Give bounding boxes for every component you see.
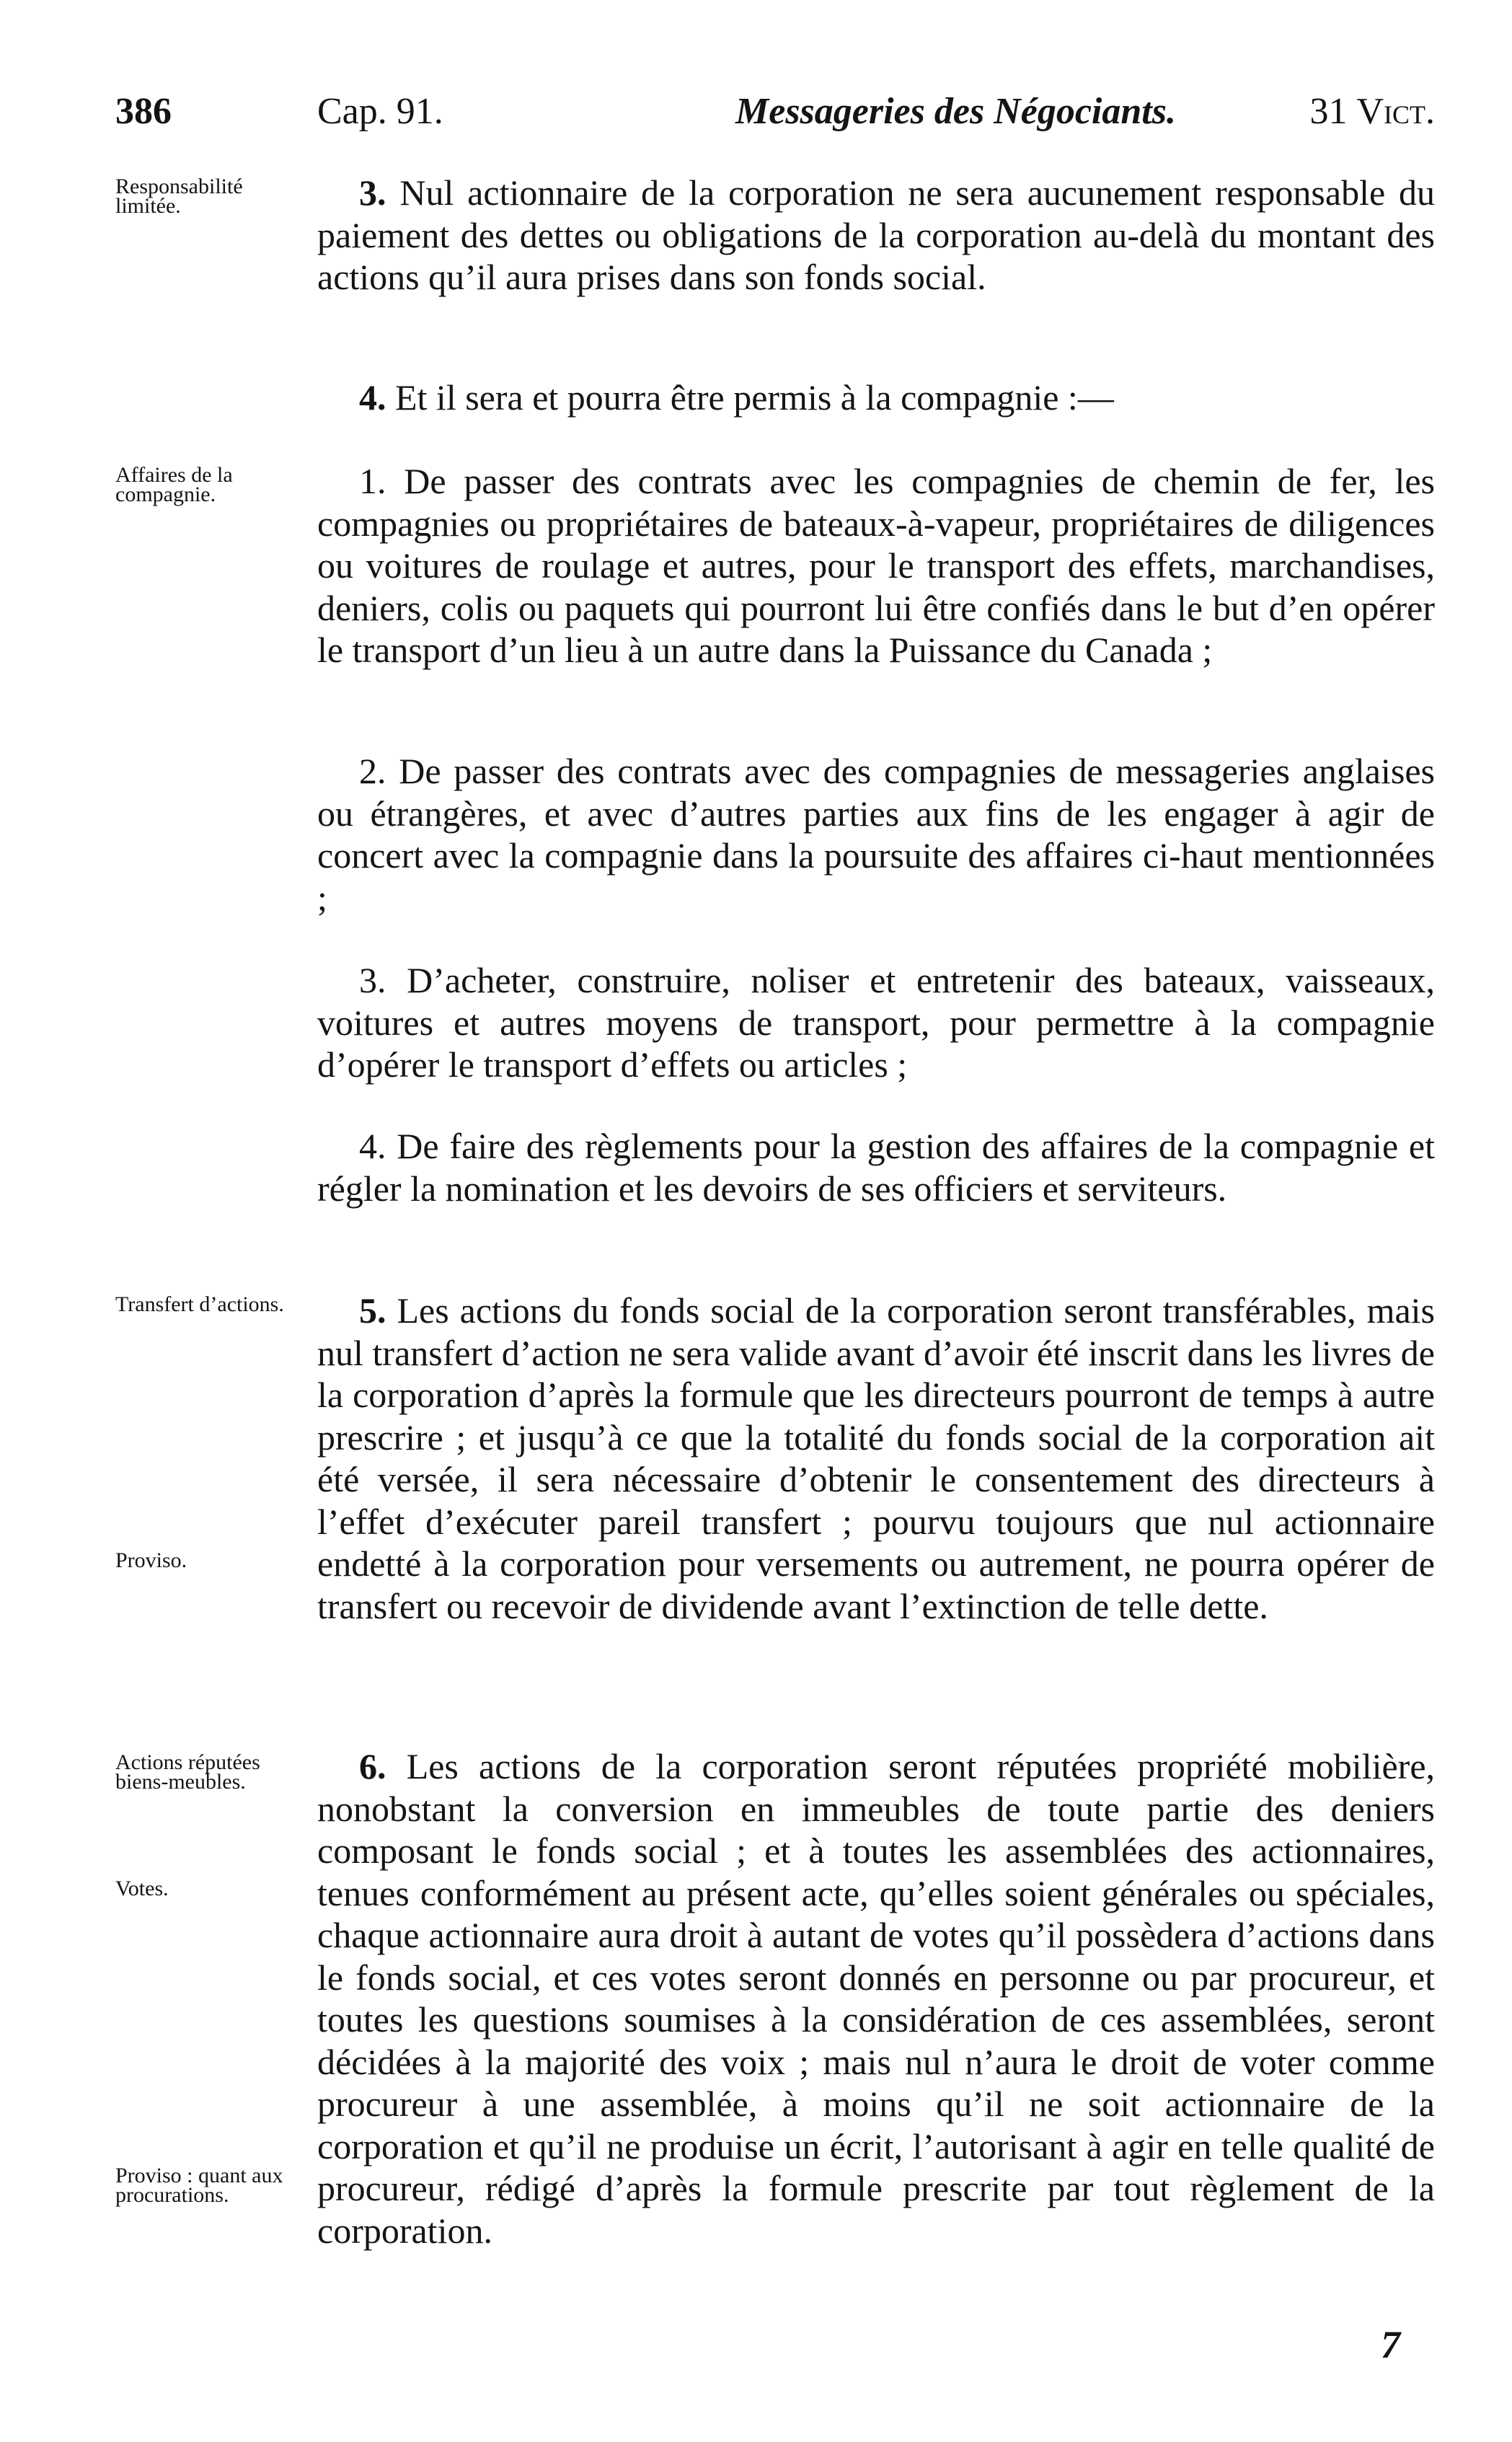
margin-note-votes: Votes. — [115, 1877, 169, 1900]
section-number: 3. — [359, 172, 386, 213]
section-4-item-3 — [317, 959, 1435, 1086]
signature-mark: 7 — [1381, 2323, 1400, 2366]
item-number: 2. — [359, 751, 386, 791]
section-3 — [317, 172, 1435, 299]
section-text: Les actions de la corporation seront réputées propriété mobilière, nonobstant la conversion en immeubles de toute partie des deniers composant le fonds social ; et à toutes les assemblées des actionnaires, tenues conformément au présent acte, qu’elles soient générales ou spéciales, chaque actionnaire aura droit à autant de votes qu’il possèdera d’actions dans le fonds social, et ces votes seront donnés en personne ou par procureur, et toutes les questions soumises à la considération de ces assemblées, seront décidées à la majorité des voix ; mais nul n’aura le droit de voter comme procureur à une assemblée, à moins qu’il ne soit actionnaire de la corporation et qu’il ne produise un écrit, l’autorisant à agir en telle qualité de procureur, rédigé d’après la formule prescrite par tout règlement de la corporation. — [317, 1746, 1436, 2251]
section-4-item-2 — [317, 750, 1435, 919]
item-number: 1. — [359, 461, 386, 501]
section-number: 5. — [359, 1290, 386, 1331]
running-header — [115, 87, 1435, 137]
section-5 — [317, 1290, 1435, 1627]
margin-note-responsabilite: Responsabilité limitée. — [115, 175, 243, 218]
margin-note-actions-reputees: Actions réputées biens-meubles. — [115, 1750, 260, 1794]
margin-note-proviso: Proviso. — [115, 1548, 187, 1572]
chapter-reference: Cap. 91. — [317, 91, 443, 132]
item-text: De passer des contrats avec les compagnies de chemin de fer, les compagnies ou propriétaires de bateaux-à-vapeur, propriétaires de diligences ou voitures de roulage et autres, pour le transport des effets, marchandises, deniers, colis ou paquets qui pourront lui être confiés dans le but d’en opérer le transport d’un lieu à un autre dans la Puissance du Canada ; — [317, 461, 1436, 670]
item-number: 4. — [359, 1126, 386, 1166]
section-number: 4. — [359, 377, 386, 418]
item-text: D’acheter, construire, noliser et entretenir des bateaux, vaisseaux, voitures et autres moyens de transport, pour permettre à la compagnie d’opérer le transport d’effets ou articles ; — [317, 960, 1435, 1085]
item-text: De passer des contrats avec des compagnies de messageries anglaises ou étrangères, et avec d’autres parties aux fins de les engager à agir de concert avec la compagnie dans la poursuite des affaires ci-haut mentionnées ; — [317, 751, 1436, 918]
item-text: De faire des règlements pour la gestion des affaires de la compagnie et régler la nomination et les devoirs de ses officiers et serviteurs. — [317, 1126, 1436, 1209]
section-text: Et il sera et pourra être permis à la compagnie :— — [395, 377, 1114, 418]
regnal-year-number: 31 — [1309, 91, 1348, 132]
regnal-year — [1309, 87, 1435, 137]
margin-note-transfert: Transfert d’actions. — [115, 1292, 284, 1316]
section-4-item-4 — [317, 1125, 1435, 1209]
section-6 — [317, 1745, 1435, 2252]
margin-note-affaires: Affaires de la compagnie. — [115, 463, 233, 506]
section-4-item-1 — [317, 460, 1435, 671]
margin-note-proviso-procurations: Proviso : quant aux procurations. — [115, 2164, 283, 2207]
section-text: Les actions du fonds social de la corporation seront transférables, mais nul transfert d’action ne sera valide avant d’avoir été inscrit dans les livres de la corporation d’après la formule que les directeurs pourront de temps à autre prescrire ; et jusqu’à ce que la totalité du fonds social de la corporation ait été versée, il sera nécessaire d’obtenir le consentement des directeurs à l’effet d’exécuter pareil transfert ; pourvu toujours que nul actionnaire endetté à la corporation pour versements ou autrement, ne pourra opérer de transfert ou recevoir de dividende avant l’extinction de telle dette. — [317, 1290, 1435, 1626]
page-number: 386 — [115, 91, 172, 132]
act-title: Messageries des Négociants. — [735, 91, 1176, 132]
section-4 — [317, 376, 1435, 419]
regnal-year-suffix: Vict. — [1356, 91, 1435, 132]
item-number: 3. — [359, 960, 386, 1000]
section-number: 6. — [359, 1746, 386, 1786]
section-text: Nul actionnaire de la corporation ne sera aucunement responsable du paiement des dettes ou obligations de la corporation au-delà du montant des actions qu’il aura prises dans son fonds social. — [317, 172, 1435, 297]
